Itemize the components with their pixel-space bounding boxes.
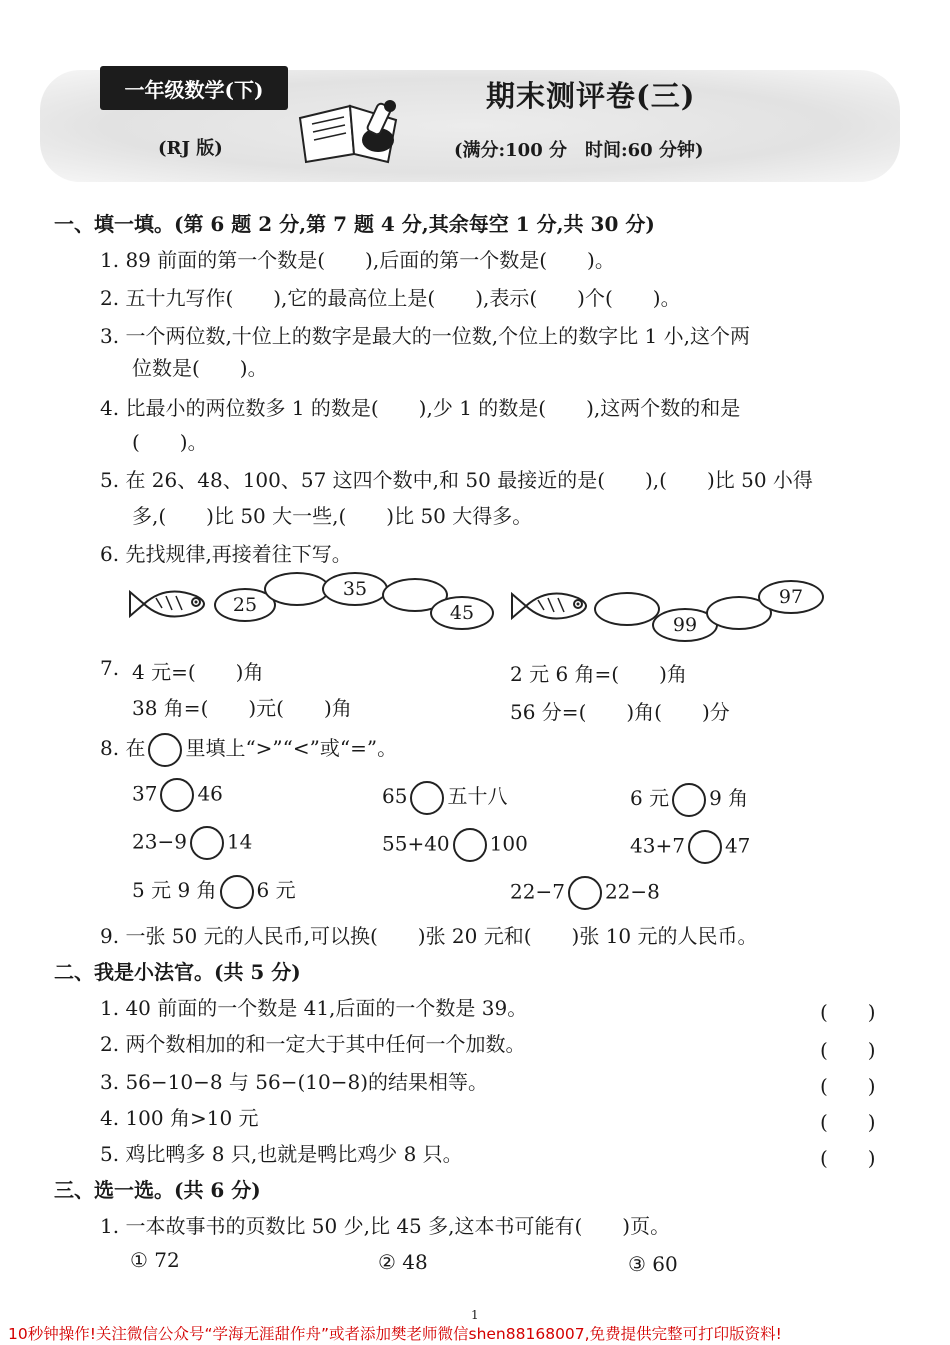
compare-item: 22−7 22−8 [510, 876, 660, 910]
compare-circle[interactable] [220, 875, 254, 909]
chain2-oval-1 [594, 592, 660, 626]
page-title: 期末测评卷(三) [486, 79, 696, 113]
grade-tag: 一年级数学(下) [100, 66, 288, 110]
judge-item-2: 2. 两个数相加的和一定大于其中任何一个加数。 [100, 1032, 526, 1056]
fish-icon [126, 584, 216, 624]
question-1-3-line2: 位数是( )。 [132, 356, 268, 380]
question-1-6: 6. 先找规律,再接着往下写。 [100, 542, 352, 566]
compare-item: 6 元 9 角 [630, 782, 748, 817]
choice-option-3[interactable]: ③ 60 [628, 1252, 678, 1276]
edition-label: (RJ 版) [158, 138, 223, 159]
chain1-oval-1: 25 [214, 588, 276, 622]
question-1-5-line1: 5. 在 26、48、100、57 这四个数中,和 50 最接近的是( ),( )比 50 小得 [100, 468, 813, 492]
chain2-oval-4: 97 [758, 580, 824, 614]
compare-item: 65 五十八 [382, 780, 507, 815]
judge-item-1: 1. 40 前面的一个数是 41,后面的一个数是 39。 [100, 996, 528, 1020]
judge-item-4: 4. 100 角>10 元 [100, 1106, 259, 1130]
choice-question-1: 1. 一本故事书的页数比 50 少,比 45 多,这本书可能有( )页。 [100, 1214, 671, 1238]
question-1-4-line2: ( )。 [132, 430, 208, 454]
compare-circle-icon [148, 733, 182, 767]
compare-item: 5 元 9 角 6 元 [132, 874, 296, 909]
judge-item-3: 3. 56−10−8 与 56−(10−8)的结果相等。 [100, 1070, 489, 1094]
judge-item-5: 5. 鸡比鸭多 8 只,也就是鸭比鸡少 8 只。 [100, 1142, 463, 1166]
question-1-1: 1. 89 前面的第一个数是( ),后面的第一个数是( )。 [100, 248, 615, 272]
reading-book-icon [292, 96, 420, 166]
question-1-7a: 4 元=( )角 [132, 660, 264, 684]
compare-item: 43+7 47 [630, 830, 750, 864]
compare-circle[interactable] [568, 876, 602, 910]
choice-option-1[interactable]: ① 72 [130, 1248, 180, 1272]
judge-answer-paren[interactable]: ( ) [820, 1146, 876, 1170]
page-number: 1 [471, 1308, 479, 1322]
chain1-oval-3: 35 [322, 572, 388, 606]
judge-answer-paren[interactable]: ( ) [820, 1110, 876, 1134]
question-1-8-suffix: 里填上“>”“<”或“=”。 [185, 736, 398, 760]
question-1-9: 9. 一张 50 元的人民币,可以换( )张 20 元和( )张 10 元的人民币。 [100, 924, 758, 948]
question-1-7-number: 7. [100, 656, 120, 680]
chain1-oval-5: 45 [430, 596, 494, 630]
question-1-7d: 56 分=( )角( )分 [510, 700, 730, 724]
choice-option-2[interactable]: ② 48 [378, 1250, 428, 1274]
chain1-oval-2 [264, 572, 330, 606]
compare-circle[interactable] [410, 781, 444, 815]
section1-heading: 一、填一填。(第 6 题 2 分,第 7 题 4 分,其余每空 1 分,共 30 分) [54, 212, 655, 236]
compare-circle[interactable] [672, 783, 706, 817]
question-1-5-line2: 多,( )比 50 大一些,( )比 50 大得多。 [132, 504, 533, 528]
compare-circle[interactable] [190, 826, 224, 860]
question-1-2: 2. 五十九写作( ),它的最高位上是( ),表示( )个( )。 [100, 286, 681, 310]
compare-circle[interactable] [160, 778, 194, 812]
question-1-8 [100, 732, 397, 767]
compare-item: 37 46 [132, 778, 223, 812]
question-1-3-line1: 3. 一个两位数,十位上的数字是最大的一位数,个位上的数字比 1 小,这个两 [100, 324, 750, 348]
question-1-7b: 2 元 6 角=( )角 [510, 662, 687, 686]
judge-answer-paren[interactable]: ( ) [820, 1074, 876, 1098]
judge-answer-paren[interactable]: ( ) [820, 1000, 876, 1024]
judge-answer-paren[interactable]: ( ) [820, 1038, 876, 1062]
exam-meta: (满分:100 分 时间:60 分钟) [454, 140, 704, 161]
compare-circle[interactable] [453, 828, 487, 862]
compare-item: 23−9 14 [132, 826, 252, 860]
footer-promo: 10秒钟操作!关注微信公众号“学海无涯甜作舟”或者添加樊老师微信shen88168007,免费提供完整可打印版资料! [8, 1325, 782, 1343]
fish-icon [508, 586, 598, 626]
section2-heading: 二、我是小法官。(共 5 分) [54, 960, 301, 984]
section3-heading: 三、选一选。(共 6 分) [54, 1178, 261, 1202]
question-1-8-prefix: 8. 在 [100, 736, 146, 760]
question-1-7c: 38 角=( )元( )角 [132, 696, 352, 720]
compare-item: 55+40 100 [382, 828, 528, 862]
compare-circle[interactable] [688, 830, 722, 864]
chain2-oval-2: 99 [652, 608, 718, 642]
question-1-4-line1: 4. 比最小的两位数多 1 的数是( ),少 1 的数是( ),这两个数的和是 [100, 396, 741, 420]
